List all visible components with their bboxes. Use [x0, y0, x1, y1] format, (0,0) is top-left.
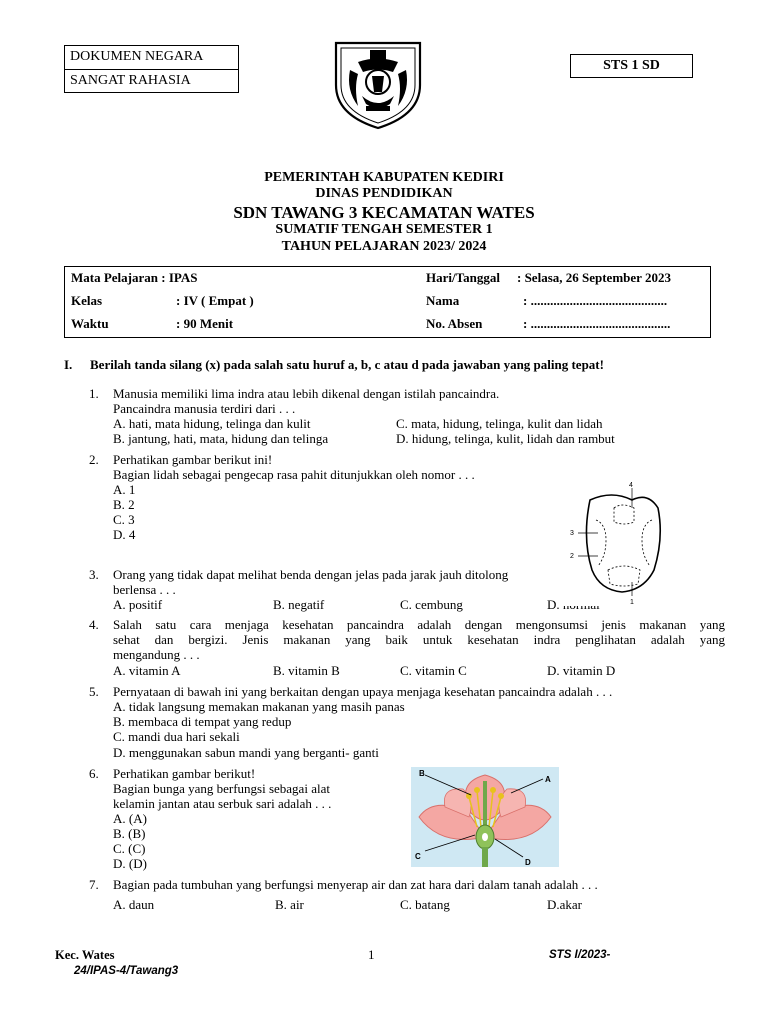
absen-field[interactable]: : ........................................... — [523, 316, 671, 331]
answer-option[interactable]: B. vitamin B — [273, 663, 340, 678]
answer-option[interactable]: A. 1 — [113, 482, 136, 497]
classification-line-2: SANGAT RAHASIA — [65, 69, 238, 92]
answer-option[interactable]: D. (D) — [113, 856, 147, 871]
answer-option[interactable]: B. air — [275, 897, 304, 912]
answer-option[interactable]: C. (C) — [113, 841, 146, 856]
question-number: 4. — [89, 617, 99, 632]
question-text: Bagian pada tumbuhan yang berfungsi menyerap air dan zat hara dari dalam tanah adalah . . . — [113, 877, 598, 892]
date-label: Hari/Tanggal — [426, 270, 500, 285]
tongue-label: 4 — [629, 482, 633, 489]
answer-option[interactable]: D. hidung, telinga, kulit, lidah dan rambut — [396, 431, 615, 446]
question-text: mengandung . . . — [113, 647, 200, 662]
question-number: 5. — [89, 684, 99, 699]
answer-option[interactable]: D. menggunakan sabun mandi yang berganti- ganti — [113, 745, 379, 760]
question-text: berlensa . . . — [113, 582, 176, 597]
question-number: 6. — [89, 766, 99, 781]
absen-label: No. Absen — [426, 316, 483, 331]
flower-label: B — [419, 769, 425, 778]
name-field[interactable]: : .......................................... — [523, 293, 668, 308]
question-text: Bagian bunga yang berfungsi sebagai alat — [113, 781, 330, 796]
answer-option[interactable]: C. batang — [400, 897, 450, 912]
exam-title: SUMATIF TENGAH SEMESTER 1 — [275, 222, 493, 237]
answer-option[interactable]: C. vitamin C — [400, 663, 467, 678]
time-value: : 90 Menit — [176, 316, 234, 331]
office-title: DINAS PENDIDIKAN — [315, 186, 453, 201]
classification-line-1: DOKUMEN NEGARA — [70, 49, 204, 64]
answer-option[interactable]: B. membaca di tempat yang redup — [113, 714, 292, 729]
date-value: : Selasa, 26 September 2023 — [517, 270, 671, 285]
flower-label: D — [525, 858, 531, 867]
answer-option[interactable]: A. positif — [113, 597, 163, 612]
class-label: Kelas — [71, 293, 103, 308]
question-number: 2. — [89, 452, 99, 467]
answer-option[interactable]: A. hati, mata hidung, telinga dan kulit — [113, 416, 311, 431]
question-number: 7. — [89, 877, 99, 892]
name-label: Nama — [426, 293, 460, 308]
question-text: Orang yang tidak dapat melihat benda dengan jelas pada jarak jauh ditolong — [113, 567, 509, 582]
answer-option[interactable]: A. vitamin A — [113, 663, 181, 678]
answer-option[interactable]: B. negatif — [273, 597, 325, 612]
document-code-box: STS 1 SD — [570, 54, 693, 78]
subject-label: Mata Pelajaran : IPAS — [71, 270, 198, 285]
question-text: Manusia memiliki lima indra atau lebih dikenal dengan istilah pancaindra. — [113, 386, 500, 401]
question-text: Salah satu cara menjaga kesehatan pancaindra adalah dengan mengonsumsi jenis makanan yang — [113, 617, 725, 632]
school-title: SDN TAWANG 3 KECAMATAN WATES — [233, 203, 535, 222]
tongue-label: 2 — [570, 553, 574, 560]
footer-code: 24/IPAS-4/Tawang3 — [74, 965, 179, 977]
answer-option[interactable]: B. jantung, hati, mata, hidung dan telinga — [113, 431, 329, 446]
answer-option[interactable]: C. mata, hidung, telinga, kulit dan lidah — [396, 416, 603, 431]
answer-option[interactable]: A. tidak langsung memakan makanan yang masih panas — [113, 699, 405, 714]
question-text: Pernyataan di bawah ini yang berkaitan dengan upaya menjaga kesehatan pancaindra adalah . . . — [113, 684, 613, 699]
tongue-label: 3 — [570, 530, 574, 537]
answer-option[interactable]: D. vitamin D — [547, 663, 616, 678]
footer-exam-code: STS I/2023- — [549, 949, 611, 961]
classification-box — [64, 45, 239, 93]
answer-option[interactable]: D.akar — [547, 897, 583, 912]
question-text: kelamin jantan atau serbuk sari adalah . . . — [113, 796, 332, 811]
answer-option[interactable]: C. cembung — [400, 597, 463, 612]
time-label: Waktu — [71, 316, 109, 331]
flower-diagram — [411, 767, 559, 867]
gov-title: PEMERINTAH KABUPATEN KEDIRI — [264, 170, 504, 185]
answer-option[interactable]: D. normal — [547, 597, 600, 612]
answer-option[interactable]: D. 4 — [113, 527, 136, 542]
tongue-diagram — [558, 478, 680, 606]
answer-option[interactable]: A. (A) — [113, 811, 147, 826]
kediri-emblem-icon — [328, 40, 428, 130]
answer-option[interactable]: C. mandi dua hari sekali — [113, 729, 240, 744]
answer-option[interactable]: C. 3 — [113, 512, 135, 527]
exam-info-box — [64, 266, 711, 338]
section-instruction: Berilah tanda silang (x) pada salah satu huruf a, b, c atau d pada jawaban yang paling tepat! — [90, 357, 604, 372]
question-text: Bagian lidah sebagai pengecap rasa pahit ditunjukkan oleh nomor . . . — [113, 467, 475, 482]
answer-option[interactable]: B. (B) — [113, 826, 146, 841]
class-value: : IV ( Empat ) — [176, 293, 254, 308]
answer-option[interactable]: A. daun — [113, 897, 155, 912]
flower-label: A — [545, 775, 551, 784]
question-text: Pancaindra manusia terdiri dari . . . — [113, 401, 296, 416]
school-year: TAHUN PELAJARAN 2023/ 2024 — [281, 239, 487, 254]
flower-label: C — [415, 852, 421, 861]
answer-option[interactable]: B. 2 — [113, 497, 135, 512]
page-number: 1 — [368, 947, 375, 962]
footer-district: Kec. Wates — [55, 948, 115, 962]
question-number: 1. — [89, 386, 99, 401]
question-text: sehat dan bergizi. Jenis makanan yang baik untuk kesehatan indra penglihatan adalah yang — [113, 632, 725, 647]
section-number: I. — [64, 357, 73, 372]
tongue-label: 1 — [630, 599, 634, 606]
question-number: 3. — [89, 567, 99, 582]
question-text: Perhatikan gambar berikut! — [113, 766, 256, 781]
question-text: Perhatikan gambar berikut ini! — [113, 452, 273, 467]
